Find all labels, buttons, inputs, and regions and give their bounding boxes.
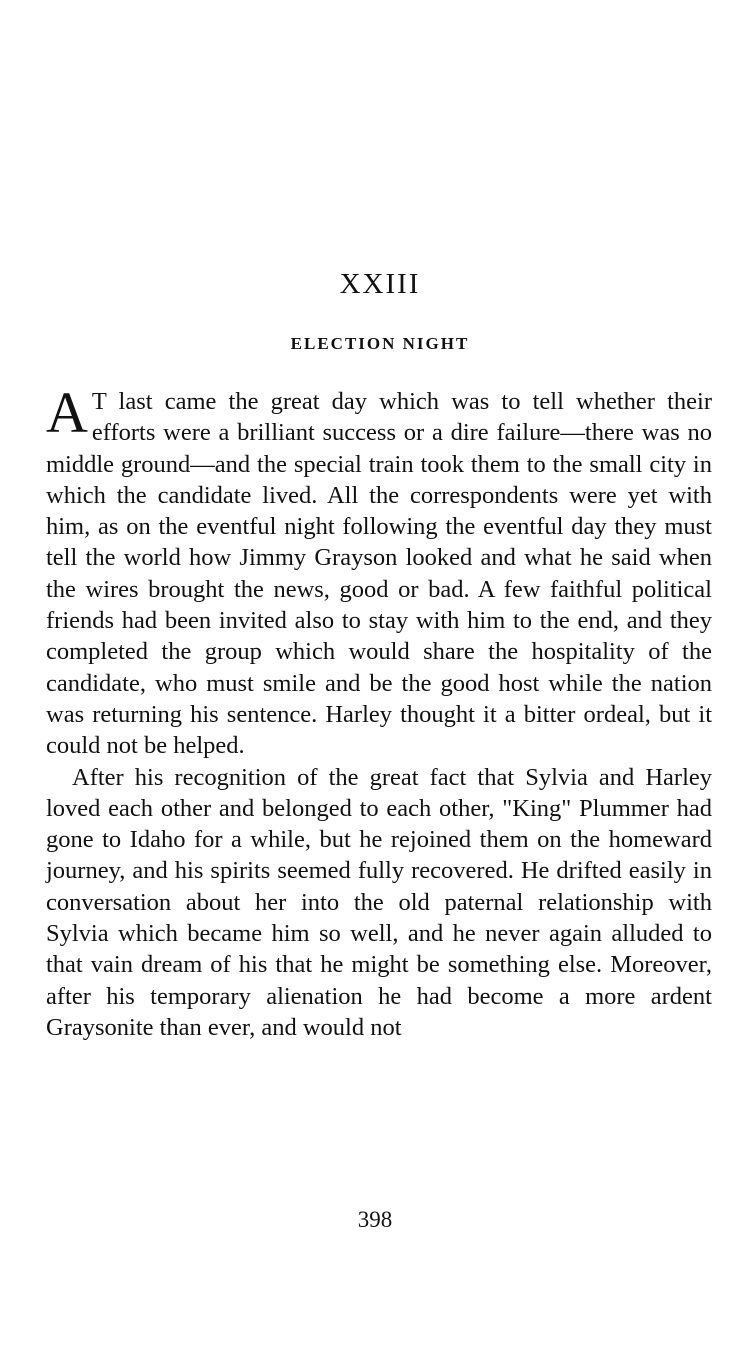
- paragraph-2: After his recognition of the great fact that Sylvia and Harley loved each other and belonged to each other, "King" Plummer had gone to Idaho for a while, but he rejoined them on the homeward journey, and his spirits seemed fully recovered. He drifted easily in conversation about her into the old paternal relationship with Sylvia which became him so well, and he never again alluded to that vain dream of his that he might be something else. Moreover, after his temporary alienation he had become a more ardent Graysonite than ever, and would not: [46, 763, 712, 1041]
- body-text: [46, 380, 712, 1043]
- paragraph-1: [46, 380, 712, 762]
- chapter-number: XXIII: [339, 268, 421, 300]
- page-number: 398: [357, 1207, 393, 1232]
- paragraph-1-text: T last came the great day which was to tell whether their efforts were a brilliant success or a dire failure—there was no middle ground—and the special train took them to the small city in which the candidate lived. All the correspondents were yet with him, as on the eventful night following the eventful day they must tell the world how Jimmy Grayson looked and what he said when the wires brought the news, good or bad. A few faithful political friends had been invited also to stay with him to the end, and they completed the group which would share the hospitality of the candidate, who must smile and be the good host while the nation was returning his sentence. Harley thought it a bitter ordeal, but it could not be helped.: [46, 388, 712, 760]
- chapter-title: ELECTION NIGHT: [290, 334, 470, 353]
- drop-cap: A: [46, 380, 88, 445]
